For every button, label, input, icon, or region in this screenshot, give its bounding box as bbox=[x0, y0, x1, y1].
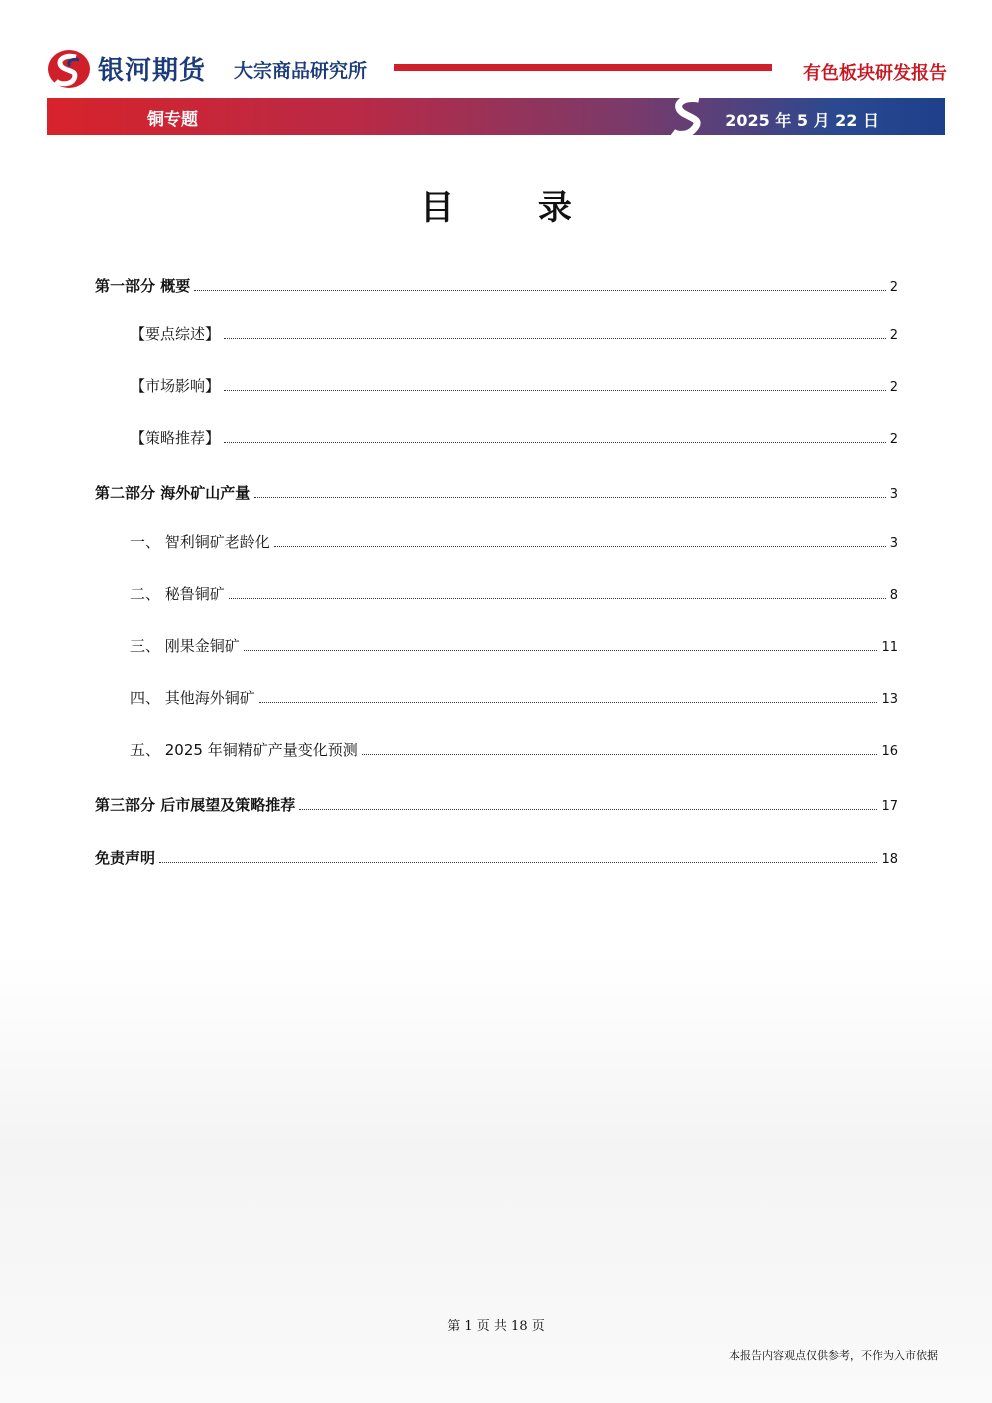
toc-leader bbox=[224, 441, 886, 443]
toc-entry-label: 三、 刚果金铜矿 bbox=[130, 637, 240, 655]
toc-entry-label: 五、 2025 年铜精矿产量变化预测 bbox=[130, 741, 358, 759]
toc-entry[interactable] bbox=[130, 427, 898, 448]
toc-entry-page: 17 bbox=[881, 799, 898, 814]
swoosh-icon bbox=[669, 96, 709, 137]
company-name: 银河期货 bbox=[98, 56, 207, 86]
header-rule bbox=[394, 64, 772, 71]
toc-entry-label: 二、 秘鲁铜矿 bbox=[130, 585, 225, 603]
toc-entry-label: 一、 智利铜矿老龄化 bbox=[130, 533, 270, 551]
toc-entry-page: 3 bbox=[889, 487, 898, 502]
toc-entry[interactable] bbox=[130, 531, 898, 552]
toc-leader bbox=[194, 289, 885, 291]
toc-entry[interactable] bbox=[95, 794, 898, 815]
toc-entry[interactable] bbox=[130, 687, 898, 708]
toc-entry-label: 第二部分 海外矿山产量 bbox=[95, 484, 251, 502]
report-type: 有色板块研发报告 bbox=[803, 63, 947, 84]
toc-entry-label: 第三部分 后市展望及策略推荐 bbox=[95, 796, 296, 814]
toc-leader bbox=[274, 545, 886, 547]
institute-name: 大宗商品研究所 bbox=[234, 60, 368, 82]
toc-leader bbox=[254, 496, 885, 498]
toc-entry-page: 8 bbox=[889, 588, 898, 603]
toc-entry-page: 3 bbox=[889, 536, 898, 551]
toc-entry-page: 2 bbox=[889, 380, 898, 395]
topic-banner bbox=[47, 98, 945, 135]
toc-entry-page: 13 bbox=[881, 692, 898, 707]
toc-entry[interactable] bbox=[130, 323, 898, 344]
toc-leader bbox=[229, 597, 886, 599]
page-number: 第 1 页 共 18 页 bbox=[447, 1319, 545, 1334]
toc-entry[interactable] bbox=[130, 583, 898, 604]
page-header bbox=[0, 0, 992, 140]
toc-entry-label: 【市场影响】 bbox=[130, 377, 221, 395]
toc-leader bbox=[224, 389, 886, 391]
toc-entry-page: 2 bbox=[889, 432, 898, 447]
report-date: 2025 年 5 月 22 日 bbox=[725, 111, 879, 130]
toc-leader bbox=[259, 701, 878, 703]
toc-leader bbox=[159, 861, 877, 863]
toc-leader bbox=[299, 808, 877, 810]
toc-leader bbox=[244, 649, 878, 651]
toc-entry-page: 2 bbox=[889, 280, 898, 295]
toc-entry-page: 18 bbox=[881, 852, 898, 867]
galaxy-logo-icon bbox=[46, 48, 92, 90]
toc-entry[interactable] bbox=[95, 275, 898, 296]
toc-entry[interactable] bbox=[130, 739, 898, 760]
toc-entry-label: 【要点综述】 bbox=[130, 325, 221, 343]
topic-label: 铜专题 bbox=[147, 110, 198, 130]
toc-entry-page: 2 bbox=[889, 328, 898, 343]
toc-entry[interactable] bbox=[95, 482, 898, 503]
toc-entry[interactable] bbox=[130, 375, 898, 396]
toc-title: 目 录 bbox=[420, 188, 608, 228]
toc-entry-label: 免责声明 bbox=[95, 849, 156, 867]
toc-leader bbox=[362, 753, 878, 755]
toc-entry-page: 11 bbox=[881, 640, 898, 655]
toc-entry[interactable] bbox=[130, 635, 898, 656]
toc-entry-label: 【策略推荐】 bbox=[130, 429, 221, 447]
toc-entry-page: 16 bbox=[881, 744, 898, 759]
toc-leader bbox=[224, 337, 886, 339]
toc-entry-label: 第一部分 概要 bbox=[95, 277, 191, 295]
toc-entry[interactable] bbox=[95, 847, 898, 868]
toc-entry-label: 四、 其他海外铜矿 bbox=[130, 689, 255, 707]
footer-disclaimer: 本报告内容观点仅供参考，不作为入市依据 bbox=[729, 1349, 938, 1362]
